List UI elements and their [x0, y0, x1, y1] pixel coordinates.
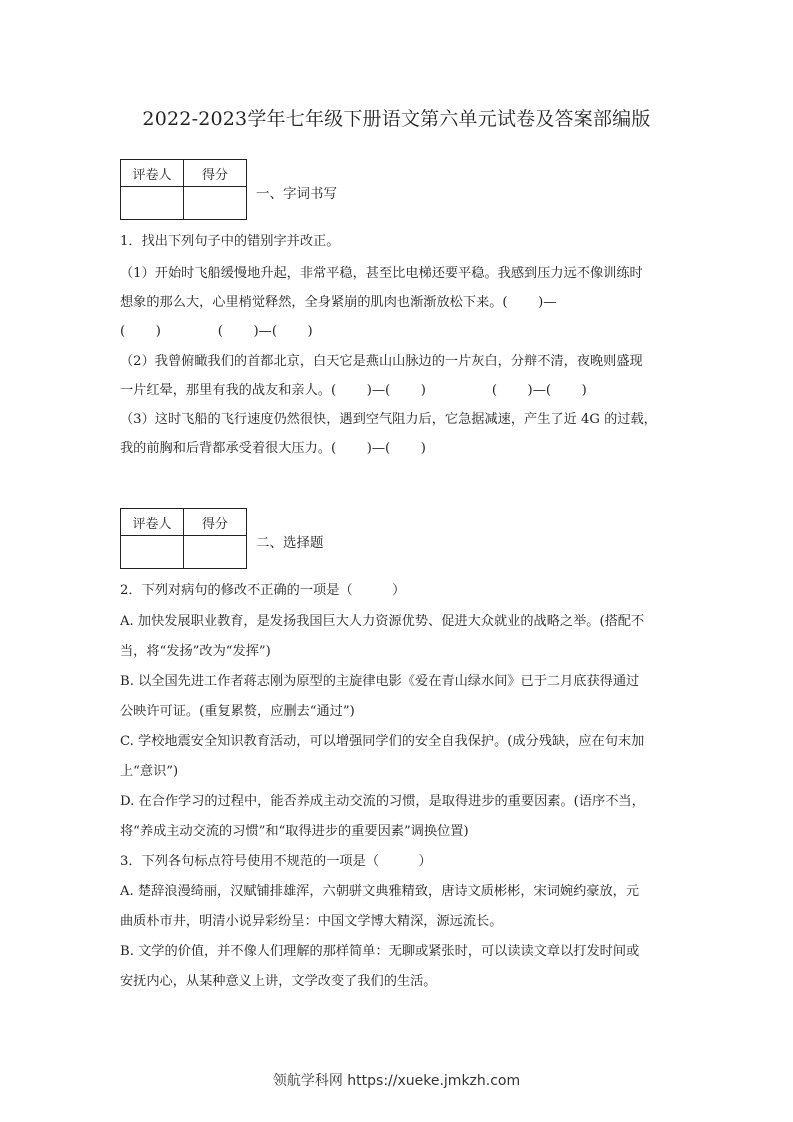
- score-table-grader-cell: [121, 187, 184, 220]
- footer-watermark: 领航学科网 https://xueke.jmkzh.com: [272, 1073, 521, 1089]
- question-3-option-a: A. 楚辞浪漫绮丽，汉赋铺排雄浑，六朝骈文典雅精致，唐诗文质彬彬，宋词婉约豪放，元: [120, 884, 640, 899]
- question-3-option-a-cont: 曲质朴市井，明清小说异彩纷呈：中国文学博大精深，源远流长。: [120, 914, 503, 929]
- question-1-sentence-1-cont: 想象的那么大，心里梢觉释然，全身紧崩的肌肉也渐渐放松下来。( )—: [120, 295, 557, 310]
- question-3-stem: 3．下列各句标点符号使用不规范的一项是（ ）: [120, 854, 432, 869]
- score-table-score-cell: [184, 536, 247, 569]
- question-1-sentence-2: （2）我曾俯瞰我们的首都北京，白天它是燕山山脉边的一片灰白，分辩不清，夜晚则盛现: [120, 354, 643, 369]
- question-1-sentence-1: （1）开始时飞船缓慢地升起，非常平稳，甚至比电梯还要平稳。我感到压力远不像训练时: [120, 266, 643, 281]
- section-2-title: 二、选择题: [256, 535, 324, 551]
- question-2-option-d-cont: 将“养成主动交流的习惯”和“取得进步的重要因素”调换位置): [120, 824, 469, 839]
- question-1-sentence-2-cont: 一片红晕，那里有我的战友和亲人。( )—( ) ( )—( ): [120, 383, 587, 398]
- score-table-grader-header: 评卷人: [121, 160, 184, 187]
- score-table-grader-cell: [121, 536, 184, 569]
- question-2-option-c: C. 学校地震安全知识教育活动，可以增强同学们的安全自我保护。(成分残缺，应在句末加: [120, 734, 645, 749]
- score-table-score-cell: [184, 187, 247, 220]
- section-1-content: [120, 230, 678, 460]
- question-1-stem: 1．找出下列句子中的错别字并改正。: [120, 234, 340, 249]
- score-table-score-header: 得分: [184, 160, 247, 187]
- section-1-title: 一、字词书写: [256, 186, 337, 202]
- question-2-option-a: A. 加快发展职业教育，是发扬我国巨大人力资源优势、促进大众就业的战略之举。(搭配不: [120, 614, 645, 629]
- section-2-content: [120, 579, 678, 993]
- question-3-option-b: B. 文学的价值，并不像人们理解的那样简单：无聊或紧张时，可以读读文章以打发时间或: [120, 944, 640, 959]
- question-1-sentence-1-blanks: ( ) ( )—( ): [120, 324, 313, 339]
- question-2-option-a-cont: 当，将“发扬”改为“发挥”): [120, 644, 271, 659]
- question-2-option-b-cont: 公映许可证。(重复累赘，应删去“通过”): [120, 704, 355, 719]
- question-2-stem: 2．下列对病句的修改不正确的一项是（ ）: [120, 583, 406, 598]
- question-1-sentence-3: （3）这时飞船的飞行速度仍然很快，遇到空气阻力后，它急据减速，产生了近 4G 的过载，: [120, 412, 657, 427]
- document-title: 2022-2023学年七年级下册语文第六单元试卷及答案部编版: [142, 108, 651, 130]
- score-table-grader-header: 评卷人: [121, 509, 184, 536]
- question-2-option-b: B. 以全国先进工作者蒋志刚为原型的主旋律电影《爱在青山绿水间》已于二月底获得通过: [120, 674, 640, 689]
- question-3-option-b-cont: 安抚内心，从某种意义上讲，文学改变了我们的生活。: [120, 974, 437, 989]
- question-2-option-d: D. 在合作学习的过程中，能否养成主动交流的习惯，是取得进步的重要因素。(语序不当，: [120, 794, 645, 809]
- score-table-2: [120, 508, 247, 569]
- question-2-option-c-cont: 上“意识”): [120, 764, 179, 779]
- score-table-score-header: 得分: [184, 509, 247, 536]
- question-1-sentence-3-cont: 我的前胸和后背都承受着很大压力。( )—( ): [120, 441, 426, 456]
- score-table-1: [120, 159, 247, 220]
